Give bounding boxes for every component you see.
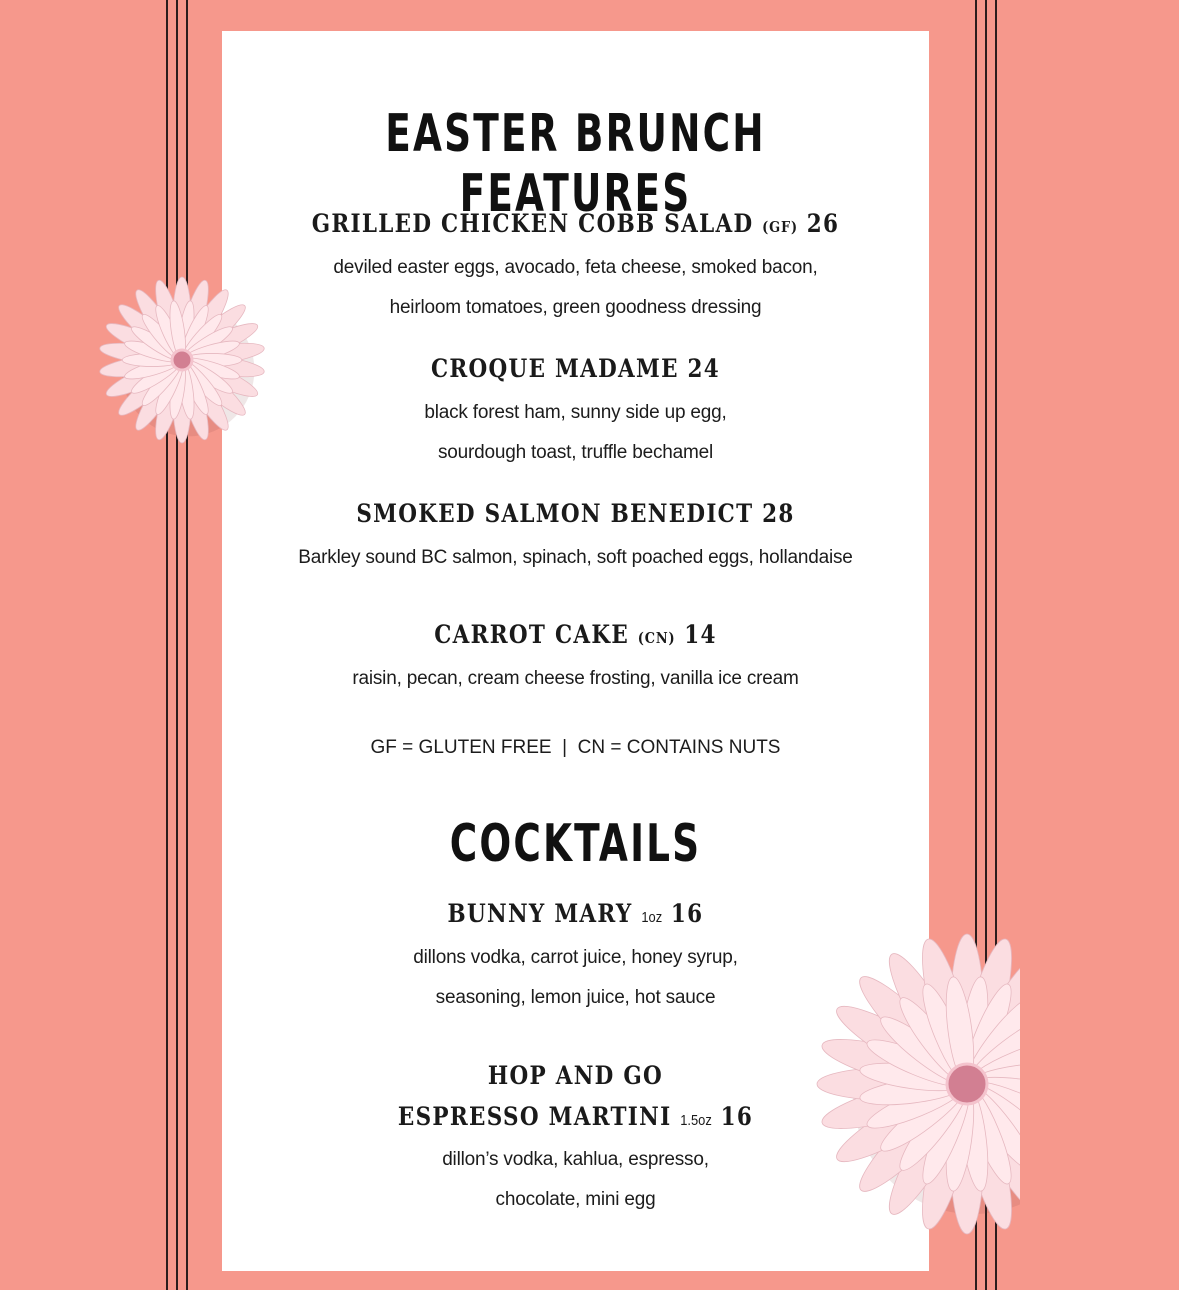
left-stripe-1 <box>166 0 168 1290</box>
item-price: 16 <box>720 1102 754 1131</box>
menu-item-title-croque-madame <box>271 353 879 385</box>
flower-center <box>172 350 192 370</box>
left-stripe-3 <box>186 0 188 1290</box>
item-name: SMOKED SALMON BENEDICT <box>356 499 754 528</box>
brunch-title: EASTER BRUNCH FEATURES <box>385 104 766 224</box>
left-stripe-2 <box>176 0 178 1290</box>
daisy-flower-icon <box>820 930 1020 1240</box>
item-name: HOP AND GO <box>487 1061 664 1090</box>
item-description-line: raisin, pecan, cream cheese frosting, vanilla ice cream <box>352 668 799 689</box>
item-price: 28 <box>762 499 795 528</box>
menu-item-title-cobb-salad <box>271 208 879 243</box>
item-name: CARROT CAKE <box>434 620 630 649</box>
menu-item-title-bunny-mary <box>271 898 879 934</box>
item-name: GRILLED CHICKEN COBB SALAD <box>311 209 754 238</box>
item-description-line: black forest ham, sunny side up egg, <box>424 402 727 423</box>
item-price: 16 <box>670 899 704 928</box>
item-volume: 1oz <box>641 909 663 926</box>
item-diet-tag: (GF) <box>762 218 799 236</box>
menu-item-title-salmon-benedict <box>271 498 879 530</box>
item-description-line: chocolate, mini egg <box>495 1189 656 1210</box>
menu-item-title-carrot-cake <box>271 619 879 654</box>
daisy-flower-icon <box>97 272 267 447</box>
item-description-line: seasoning, lemon juice, hot sauce <box>435 987 716 1008</box>
item-name: BUNNY MARY <box>447 899 633 928</box>
item-price: 26 <box>806 209 840 238</box>
item-description-line: heirloom tomatoes, green goodness dressing <box>389 297 762 318</box>
item-name: CROQUE MADAME <box>430 354 679 383</box>
item-description-line: deviled easter eggs, avocado, feta cheese, smoked bacon, <box>333 257 818 278</box>
item-description-line: Barkley sound BC salmon, spinach, soft poached eggs, hollandaise <box>298 547 853 568</box>
flower-center <box>947 1064 987 1104</box>
dietary-legend: GF = GLUTEN FREE | CN = CONTAINS NUTS <box>370 737 781 758</box>
item-diet-tag: (CN) <box>637 629 676 647</box>
item-price: 14 <box>684 620 717 649</box>
item-description-line: dillons vodka, carrot juice, honey syrup, <box>413 947 738 968</box>
item-description-line: dillon’s vodka, kahlua, espresso, <box>442 1149 709 1170</box>
item-price: 24 <box>687 354 721 383</box>
cocktails-title: COCKTAILS <box>449 814 702 874</box>
menu-item-title-espresso-martini-line1 <box>271 1060 879 1092</box>
item-description-line: sourdough toast, truffle bechamel <box>437 442 714 463</box>
item-volume: 1.5oz <box>680 1112 712 1129</box>
item-name: ESPRESSO MARTINI <box>397 1102 672 1131</box>
menu-item-title-espresso-martini-line2 <box>271 1101 879 1137</box>
